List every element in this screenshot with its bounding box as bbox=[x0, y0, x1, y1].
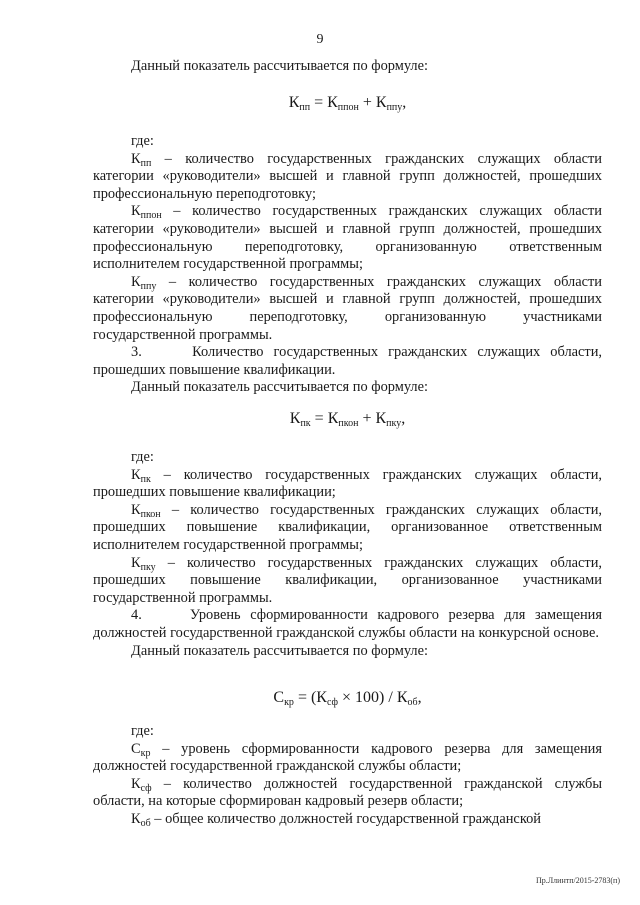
block3-formula-container bbox=[93, 688, 602, 708]
page-number: 9 bbox=[316, 32, 324, 47]
block2-intro: Данный показатель рассчитывается по формуле: bbox=[131, 379, 428, 396]
block1-gde: где: bbox=[131, 133, 154, 149]
def-ckr: $С_{кр}$ – уровень сформированности кадрового резерва для замещения должностей государственной гражданской службы области; bbox=[93, 740, 602, 775]
block1-definitions bbox=[93, 133, 602, 397]
formula-ckr: $С_{кр} = (К_{сф} \times 100) / К_{об}$, bbox=[273, 689, 422, 708]
def-kppu: $К_{ппу}$ – количество государственных гражданских служащих области категории «руководители» высшей и главной групп должностей, прошедших профессиональную переподготовку, организованную участниками государственной программы. bbox=[93, 273, 602, 343]
def-kpp: $К_{пп}$ – количество государственных гражданских служащих области категории «руководители» высшей и главной групп должностей, прошедших профессиональную переподготовку; bbox=[93, 150, 602, 202]
def-kppon: $К_{ппон}$ – количество государственных гражданских служащих области категории «руководители» высшей и главной групп должностей, прошедших профессиональную переподготовку, организованную ответственным исполнителем государственной программы; bbox=[93, 203, 602, 273]
item-4: 4. Уровень сформированности кадрового резерва для замещения должностей государственной гражданской службы области на конкурсной основе. bbox=[93, 607, 602, 641]
block3-definitions bbox=[93, 723, 602, 829]
footer-stamp: Пр.Ллинтп/2015-2783(п) bbox=[535, 876, 620, 885]
block1-formula-container bbox=[93, 93, 602, 113]
block2-formula-container bbox=[93, 409, 602, 429]
def-kpkon: $К_{пкон}$ – количество государственных гражданских служащих области, прошедших повышение квалификации, организованное ответственным исполнителем государственной программы; bbox=[93, 501, 602, 553]
item-3: 3. Количество государственных гражданских служащих области, прошедших повышение квалификации. bbox=[93, 344, 602, 378]
block3-intro: Данный показатель рассчитывается по формуле: bbox=[131, 642, 428, 659]
def-kpku: $К_{пку}$ – количество государственных гражданских служащих области, прошедших повышение квалификации, организованное участниками государственной программы. bbox=[93, 554, 602, 606]
def-ksf: $К_{сф}$ – количество должностей государственной гражданской службы области, на которые сформирован кадровый резерв области; bbox=[93, 775, 602, 810]
block1-intro: Данный показатель рассчитывается по формуле: bbox=[131, 58, 428, 74]
block3-gde: где: bbox=[131, 723, 154, 739]
block2-definitions bbox=[93, 449, 602, 660]
block1-intro-container bbox=[93, 58, 602, 76]
def-kpk: $К_{пк}$ – количество государственных гражданских служащих области, прошедших повышение квалификации; bbox=[93, 466, 602, 501]
block2-gde: где: bbox=[131, 449, 154, 465]
def-kob: $К_{об}$ – общее количество должностей государственной гражданской bbox=[131, 810, 541, 829]
formula-kpk: $К_{пк} = К_{пкон} + К_{пку}$, bbox=[289, 410, 406, 429]
formula-kpp: $К_{пп} = К_{ппон} + К_{ппу}$, bbox=[288, 94, 407, 113]
